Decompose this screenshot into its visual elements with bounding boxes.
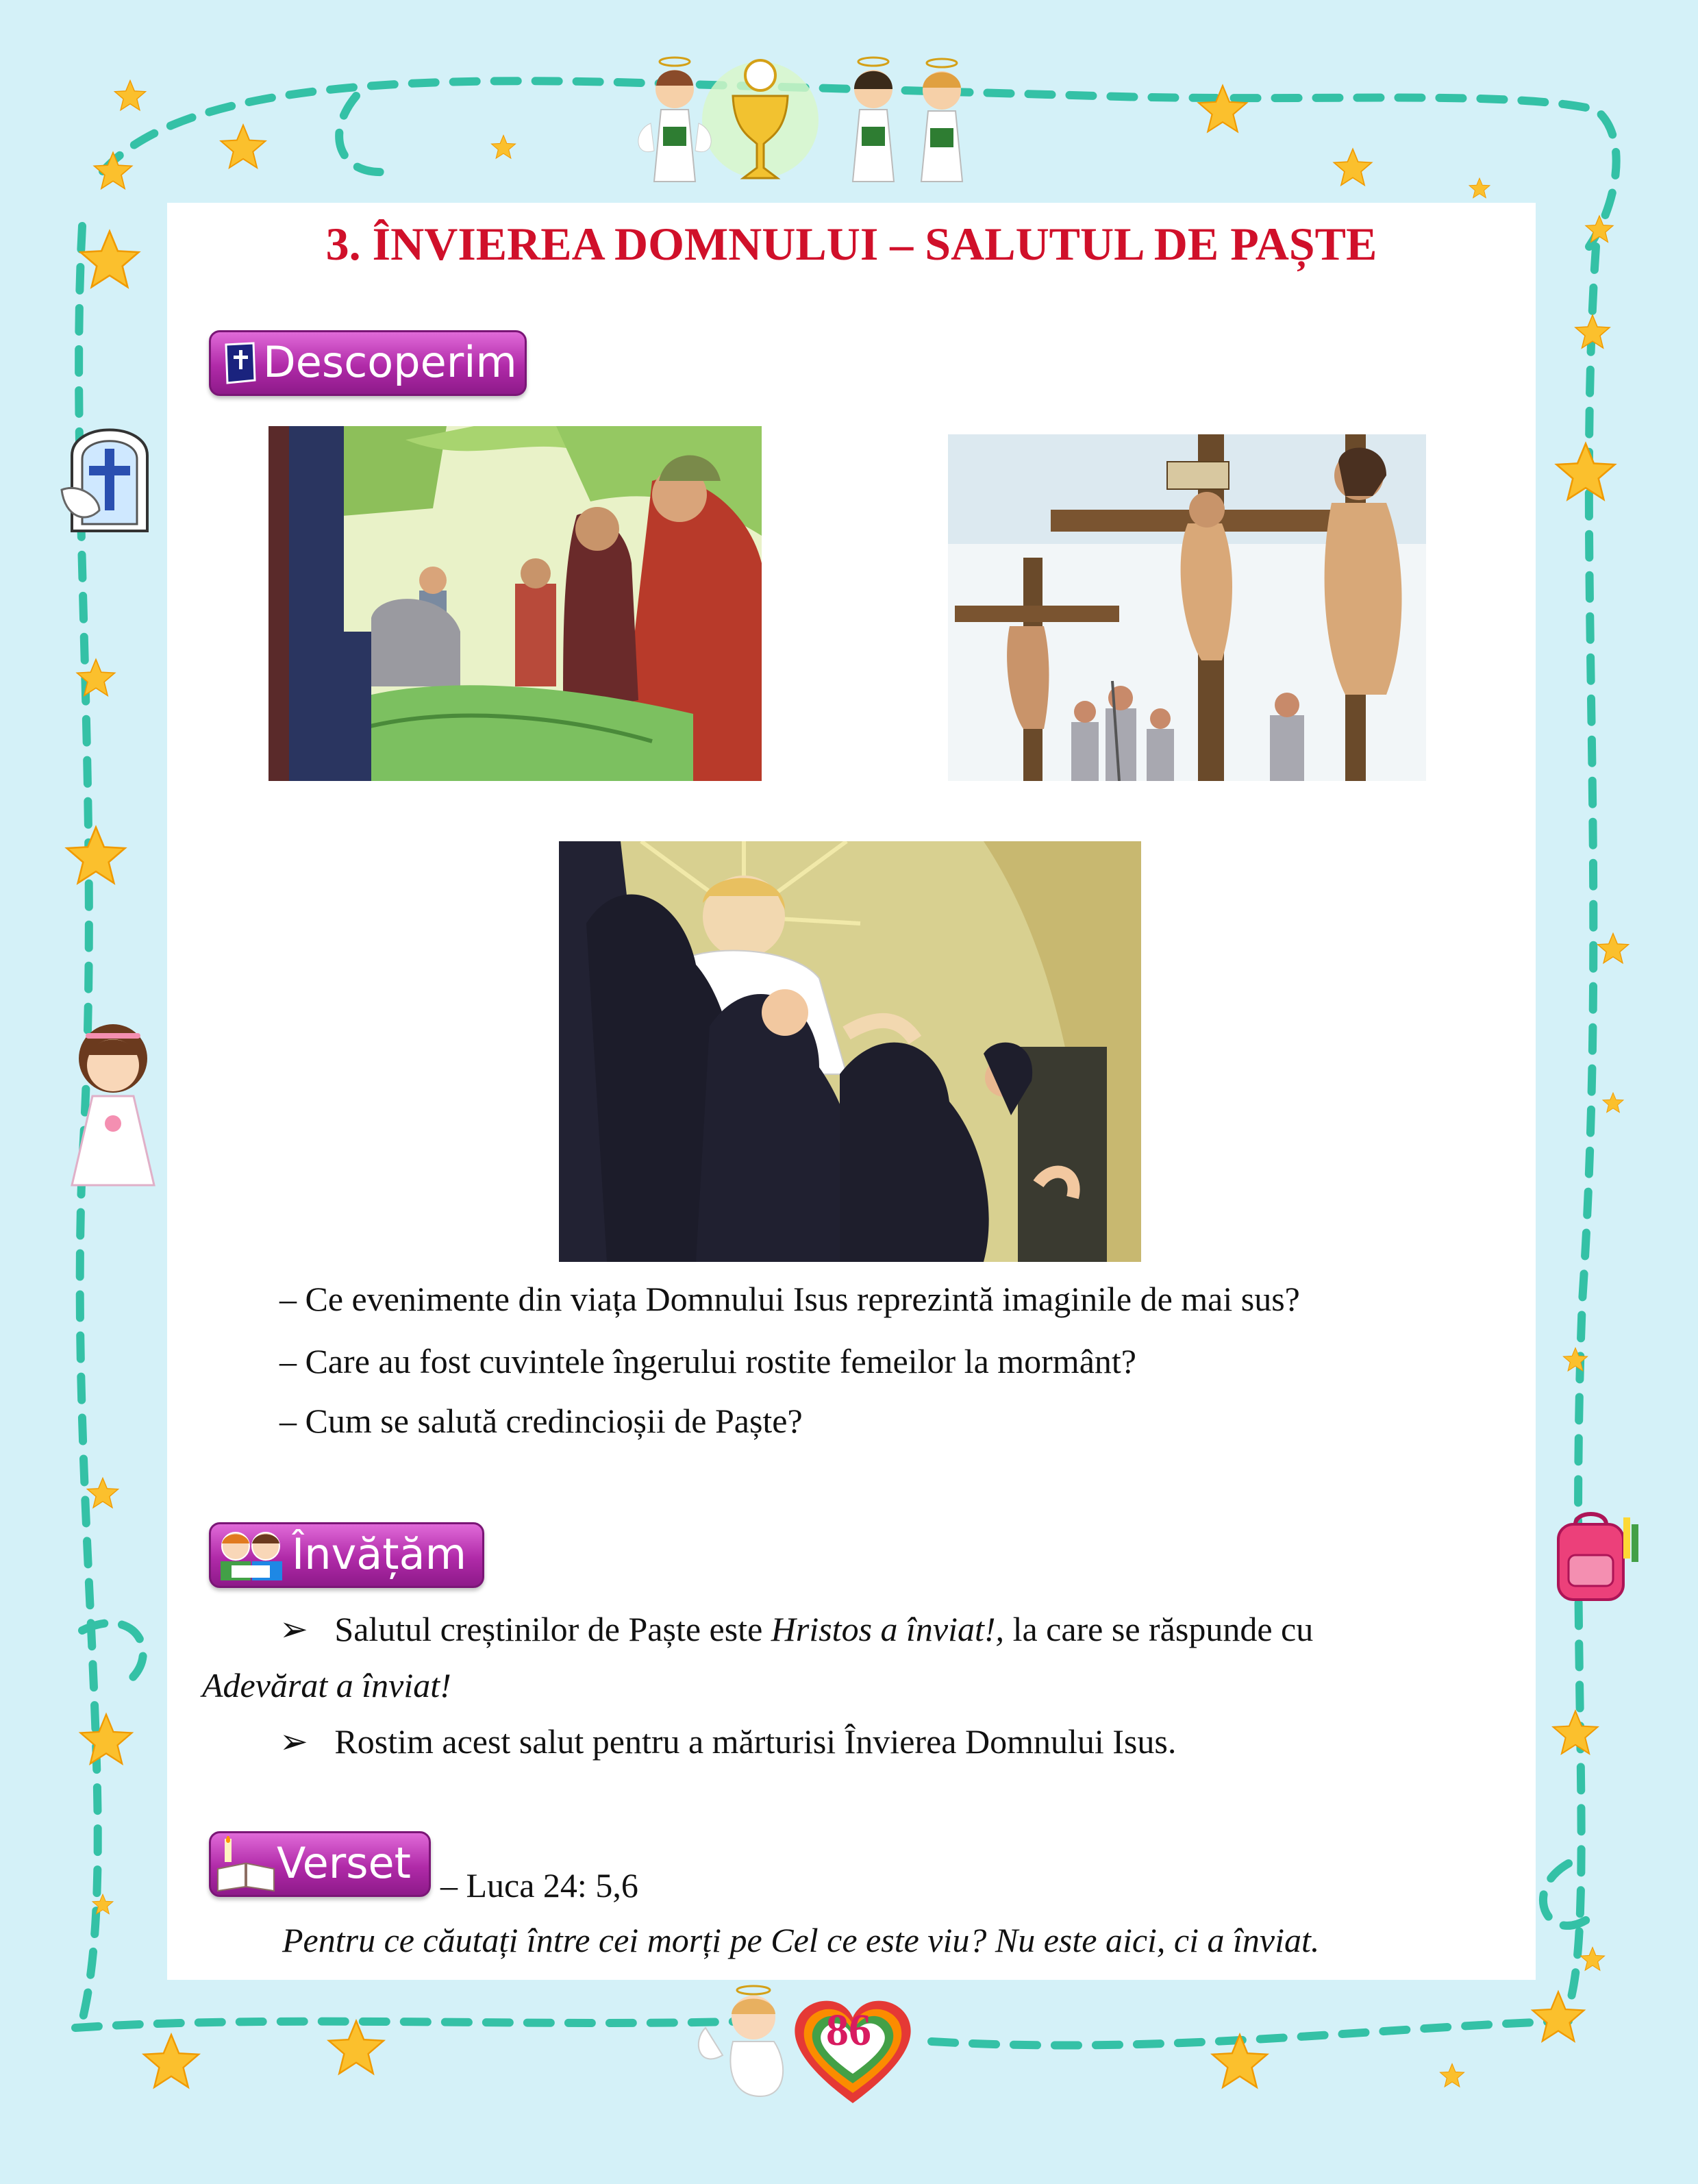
learn-bullet-1 — [279, 1609, 1313, 1650]
verse-reference: – Luca 24: 5,6 — [440, 1866, 638, 1904]
page-title: 3. ÎNVIEREA DOMNULUI – SALUTUL DE PAȘTE — [325, 218, 1377, 270]
learn-section-label: Învățăm — [292, 1529, 466, 1579]
angel-icon — [921, 59, 962, 182]
palm-sunday-entry-illustration — [269, 426, 762, 781]
page-number: 86 — [826, 2005, 871, 2055]
learn-section-badge — [209, 1522, 484, 1588]
girl-figure-decoration — [62, 1014, 164, 1192]
learn-item-1-mid: la care se răspunde cu — [1004, 1610, 1314, 1648]
easter-response: Adevărat a înviat! — [202, 1666, 451, 1704]
bullet-arrow-icon: ➢ — [279, 1722, 308, 1761]
learn-item-1-prefix: Salutul creștinilor de Paște este — [334, 1610, 771, 1648]
easter-greeting: Hristos a înviat!, — [771, 1610, 1005, 1648]
verse-section-badge — [209, 1831, 431, 1897]
verse-text: Pentru ce căutați între cei morți pe Cel ce este viu? Nu este aici, ci a înviat. — [282, 1921, 1320, 1959]
discover-section-badge — [209, 330, 527, 396]
question-line-3: – Cum se salută credincioșii de Paște? — [279, 1402, 803, 1440]
question-line-1: – Ce evenimente din viața Domnului Isus reprezintă imaginile de mai sus? — [279, 1280, 1300, 1318]
angel-icon — [853, 58, 894, 182]
learn-bullet-2 — [279, 1721, 1176, 1762]
bible-icon — [221, 340, 259, 386]
backpack-icon — [1548, 1507, 1644, 1603]
children-reading-icon — [215, 1528, 286, 1582]
chalice-angels-decoration — [630, 48, 973, 192]
open-book-candle-icon — [215, 1836, 277, 1892]
discover-section-label: Descoperim — [263, 337, 517, 387]
learn-item-2-text: Rostim acest salut pentru a mărturisi Învierea Domnului Isus. — [334, 1722, 1177, 1761]
crucifixion-illustration — [948, 434, 1426, 781]
question-line-2: – Care au fost cuvintele îngerului rostite femeilor la mormânt? — [279, 1342, 1136, 1380]
empty-tomb-angel-illustration — [559, 841, 1141, 1262]
verse-section-label: Verset — [277, 1838, 411, 1888]
angel-icon — [638, 58, 711, 182]
church-window-dove-icon — [58, 408, 161, 538]
bullet-arrow-icon: ➢ — [279, 1610, 308, 1648]
